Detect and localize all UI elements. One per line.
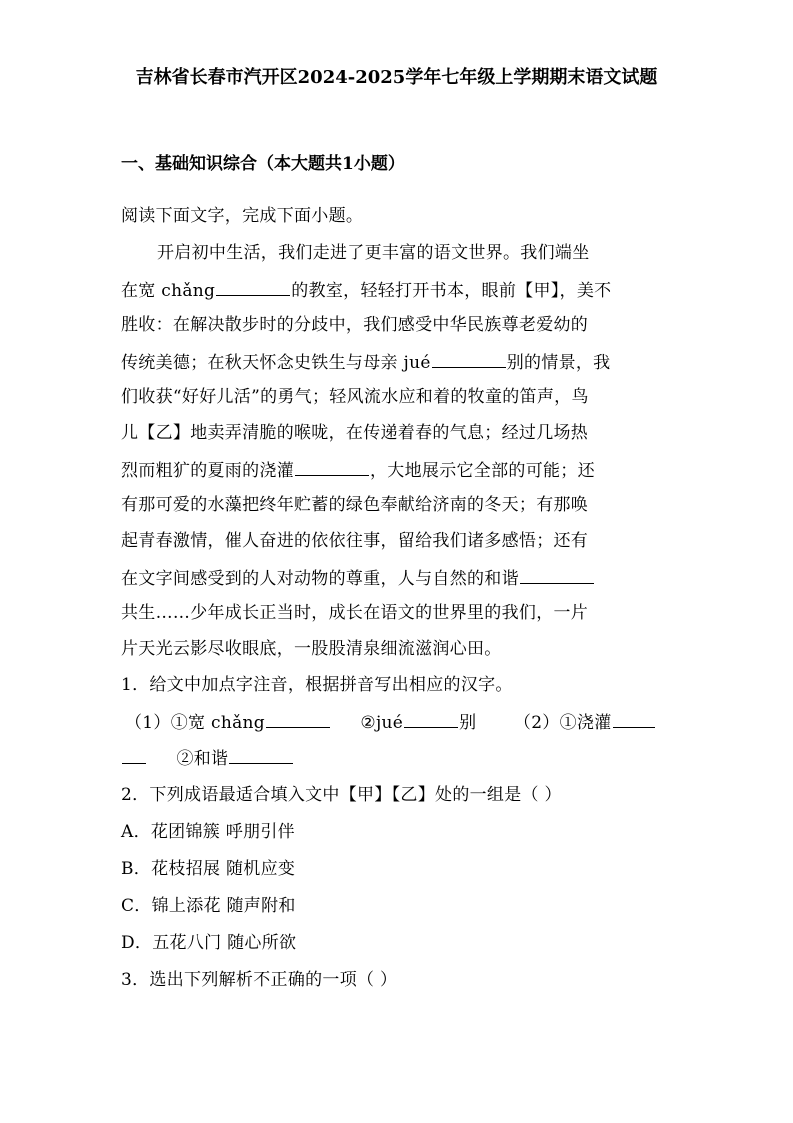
passage-line: 开启初中生活，我们走进了更丰富的语文世界。我们端坐 — [157, 243, 590, 263]
instruction-text: 阅读下面文字，完成下面小题。 — [121, 206, 364, 226]
question-2-option-b[interactable]: B．花枝招展 随机应变 — [121, 859, 296, 879]
passage-line — [121, 457, 595, 483]
passage-text: 别的情景，我 — [506, 353, 611, 373]
passage-line: 共生……少年成长正当时，成长在语文的世界里的我们，一片 — [121, 603, 589, 623]
passage-text: 的教室，轻轻打开书本，眼前【甲】，美不 — [291, 281, 612, 301]
answer-blank[interactable] — [229, 745, 293, 764]
passage-line — [121, 277, 611, 303]
answer-blank[interactable] — [432, 349, 506, 368]
passage-line — [121, 349, 611, 375]
passage-text: 烈而粗犷的夏雨的浇灌 — [121, 461, 294, 481]
question-2-stem: 2．下列成语最适合填入文中【甲】【乙】处的一组是（ ） — [121, 785, 562, 805]
answer-blank[interactable] — [404, 709, 458, 728]
passage-text: 传统美德；在秋天怀念史铁生与母亲 jué — [121, 353, 431, 373]
question-2-option-c[interactable]: C．锦上添花 随声附和 — [121, 896, 296, 916]
passage-line: 起青春激情，催人奋进的依依往事，留给我们诸多感悟；还有 — [121, 531, 589, 551]
answer-label: 别 — [459, 713, 477, 733]
section-heading: 一、基础知识综合（本大题共1小题） — [121, 154, 405, 174]
answer-blank[interactable] — [520, 565, 594, 584]
page-title: 吉林省长春市汽开区2024-2025学年七年级上学期期末语文试题 — [135, 67, 658, 88]
passage-line — [121, 565, 595, 591]
question-2-option-a[interactable]: A．花团锦簇 呼朋引伴 — [121, 822, 295, 842]
passage-line: 有那可爱的水藻把终年贮蓄的绿色奉献给济南的冬天；有那唤 — [121, 495, 589, 515]
answer-label: ②jué — [360, 713, 404, 733]
answer-label: （2）①浇灌 — [513, 713, 612, 733]
answer-blank[interactable] — [266, 709, 330, 728]
passage-text: ，大地展示它全部的可能；还 — [370, 461, 595, 481]
answer-label: ②和谐 — [176, 749, 229, 769]
passage-line: 胜收：在解决散步时的分歧中，我们感受中华民族尊老爱幼的 — [121, 315, 589, 335]
passage-line: 们收获“好好儿活”的勇气；轻风流水应和着的牧童的笛声，鸟 — [121, 387, 589, 407]
question-1-answers-cont — [121, 745, 294, 771]
answer-label: （1）①宽 chǎng — [125, 713, 265, 733]
question-1-answers — [125, 709, 656, 735]
question-1-stem: 1．给文中加点字注音，根据拼音写出相应的汉字。 — [121, 675, 513, 695]
answer-blank[interactable] — [613, 709, 655, 728]
passage-text: 在宽 chǎng — [121, 281, 216, 301]
question-3-stem: 3．选出下列解析不正确的一项（ ） — [121, 970, 398, 990]
passage-text: 在文字间感受到的人对动物的尊重，人与自然的和谐 — [121, 569, 519, 589]
answer-blank[interactable] — [295, 457, 369, 476]
passage-line: 儿【乙】地卖弄清脆的喉咙，在传递着春的气息；经过几场热 — [121, 423, 589, 443]
question-2-option-d[interactable]: D．五花八门 随心所欲 — [121, 933, 297, 953]
passage-line: 片天光云影尽收眼底，一股股清泉细流滋润心田。 — [121, 639, 502, 659]
answer-blank[interactable] — [216, 277, 290, 296]
answer-blank[interactable] — [122, 745, 146, 764]
